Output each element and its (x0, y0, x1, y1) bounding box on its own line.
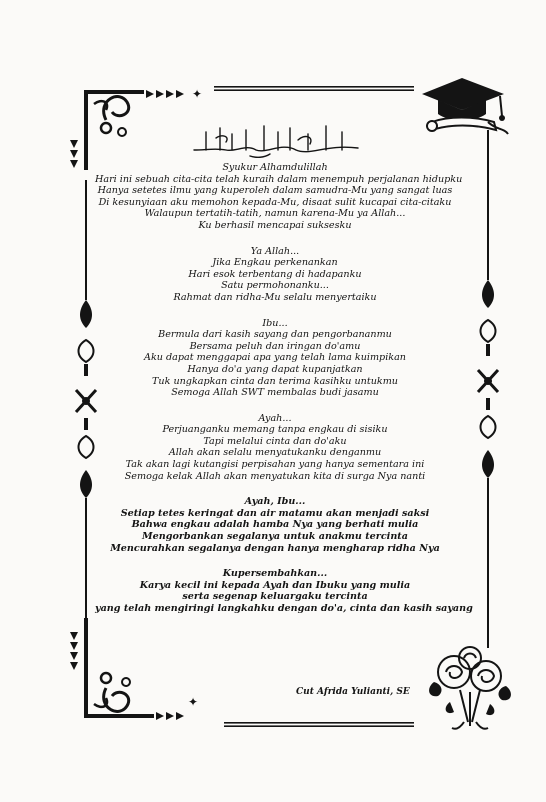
poem-line: Hari esok terbentang di hadapanku (188, 268, 362, 280)
poem-line: Satu permohonanku... (221, 280, 329, 292)
poem-body (95, 162, 473, 629)
poem-line: Allah akan selalu menyatukanku denganmu (168, 447, 382, 459)
poem-line: Karya kecil ini kepada Ayah dan Ibuku yang mulia (139, 579, 411, 591)
poem-line: Tapi melalui cinta dan do'aku (203, 435, 347, 447)
basmala-calligraphy (186, 120, 366, 160)
poem-line: Hanya setetes ilmu yang kuperoleh dalam samudra-Mu yang sangat luas (97, 185, 453, 197)
poem-line: Aku dapat menggapai apa yang telah lama kuimpikan (144, 352, 406, 364)
author-signature: Cut Afrida Yulianti, SE (296, 687, 410, 697)
stanza-3 (95, 318, 455, 399)
poem-line: Bersama peluh dan iringan do'amu (189, 340, 361, 352)
poem-line: Bermula dari kasih sayang dan pengorbananmu (158, 329, 392, 341)
poem-line: Rahmat dan ridha-Mu selalu menyertaiku (173, 291, 377, 303)
poem-line: Ya Allah... (250, 245, 300, 257)
poem-line: Mengorbankan segalanya untuk anakmu tercinta (142, 531, 408, 543)
poem-line: serta segenap keluargaku tercinta (182, 591, 368, 603)
stanza-5 (95, 496, 455, 554)
poem-line: yang telah mengiringi langkahku dengan do'a, cinta dan kasih sayang (95, 603, 473, 614)
stanza-1 (95, 162, 463, 232)
stanza-2 (95, 246, 455, 304)
poem-line: Kupersembahkan... (222, 568, 328, 580)
poem-line: Ku berhasil mencapai suksesku (198, 219, 352, 231)
poem-line: Bahwa engkau adalah hamba Nya yang berhati mulia (131, 519, 419, 531)
poem-line: Ibu... (262, 317, 288, 329)
poem-line: Semoga Allah SWT membalas budi jasamu (171, 387, 379, 399)
bottom-left-ornament (66, 612, 216, 732)
graduation-cap-and-diploma-icon (412, 72, 522, 142)
poem-line: Setiap tetes keringat dan air matamu akan menjadi saksi (120, 507, 430, 519)
stanza-4 (95, 413, 455, 483)
rose-bouquet-icon (420, 642, 520, 734)
poem-line: Walaupun tertatih-tatih, namun karena-Mu ya Allah... (144, 208, 406, 220)
right-border-ornament (476, 130, 500, 650)
poem-line: Hanya do'a yang dapat kupanjatkan (187, 363, 363, 375)
bottom-border-rule (224, 722, 414, 728)
top-border-rule (214, 86, 414, 92)
poem-line: Semoga kelak Allah akan menyatukan kita di surga Nya nanti (124, 470, 426, 482)
poem-line: Mencurahkan segalanya dengan hanya mengharap ridha Nya (110, 542, 440, 554)
poem-line: Ayah... (258, 412, 292, 424)
poem-line: Perjuanganku memang tanpa engkau di sisiku (162, 424, 388, 436)
poem-line: Syukur Alhamdulillah (222, 162, 328, 173)
svg-text:✦: ✦ (192, 87, 203, 101)
poem-line: Tuk ungkapkan cinta dan terima kasihku untukmu (152, 375, 398, 387)
poem-line: Jika Engkau perkenankan (212, 257, 338, 269)
stanza-6 (95, 568, 473, 614)
poem-line: Hari ini sebuah cita-cita telah kuraih dalam menempuh perjalanan hidupku (95, 173, 463, 185)
poem-line: Di kesunyiaan aku memohon kepada-Mu, disaat sulit kucapai cita-citaku (98, 196, 452, 208)
svg-text:✦: ✦ (188, 695, 199, 709)
poem-line: Ayah, Ibu... (244, 496, 306, 508)
poem-line: Tak akan lagi kutangisi perpisahan yang hanya sementara ini (125, 459, 425, 471)
